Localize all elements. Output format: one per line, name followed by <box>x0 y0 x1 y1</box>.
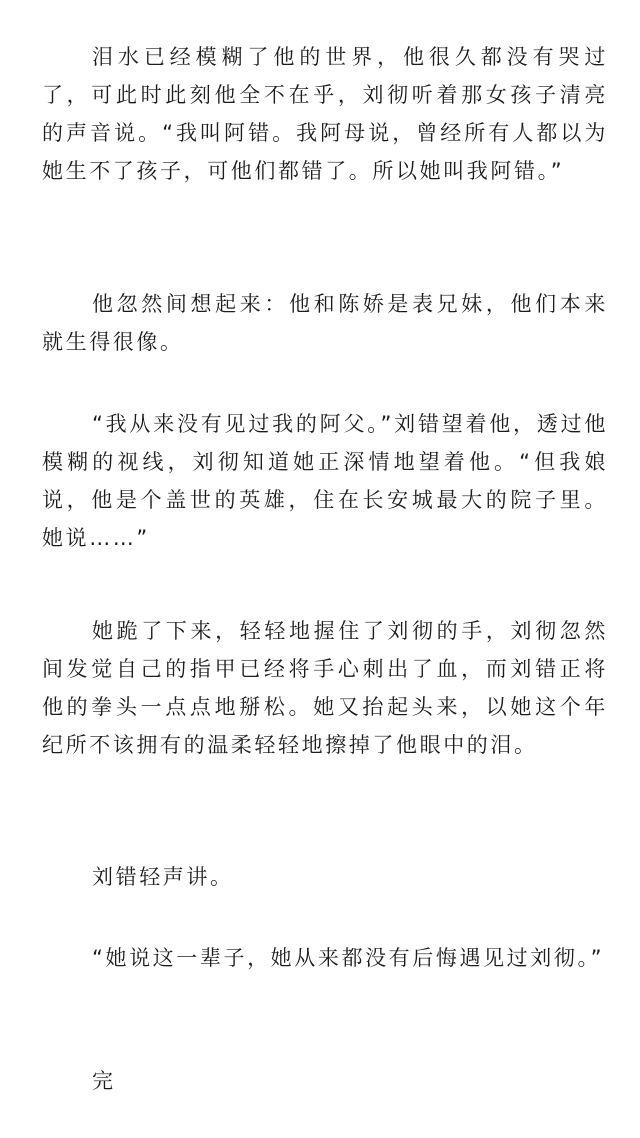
paragraph-4: 她跪了下来，轻轻地握住了刘彻的手，刘彻忽然间发觉自己的指甲已经将手心刺出了血，而刘错正将他的拳头一点点地掰松。她又抬起头来，以她这个年纪所不该拥有的温柔轻轻地擦掉了他眼中的泪。 <box>42 619 608 757</box>
paragraph-1: 泪水已经模糊了他的世界，他很久都没有哭过了，可此时此刻他全不在乎，刘彻听着那女孩子清亮的声音说。“我叫阿错。我阿母说，曾经所有人都以为她生不了孩子，可他们都错了。所以她叫我阿错。” <box>42 45 608 183</box>
paragraph-3: “我从来没有见过我的阿父。”刘错望着他，透过他模糊的视线，刘彻知道她正深情地望着他。“但我娘说，他是个盖世的英雄，住在长安城最大的院子里。她说……” <box>42 412 608 550</box>
ending-mark: 完 <box>92 1069 116 1093</box>
paragraph-5: 刘错轻声讲。 <box>92 865 234 889</box>
paragraph-6: “她说这一辈子，她从来都没有后悔遇见过刘彻。” <box>92 946 605 970</box>
paragraph-2: 他忽然间想起来：他和陈娇是表兄妹，他们本来就生得很像。 <box>42 292 608 354</box>
